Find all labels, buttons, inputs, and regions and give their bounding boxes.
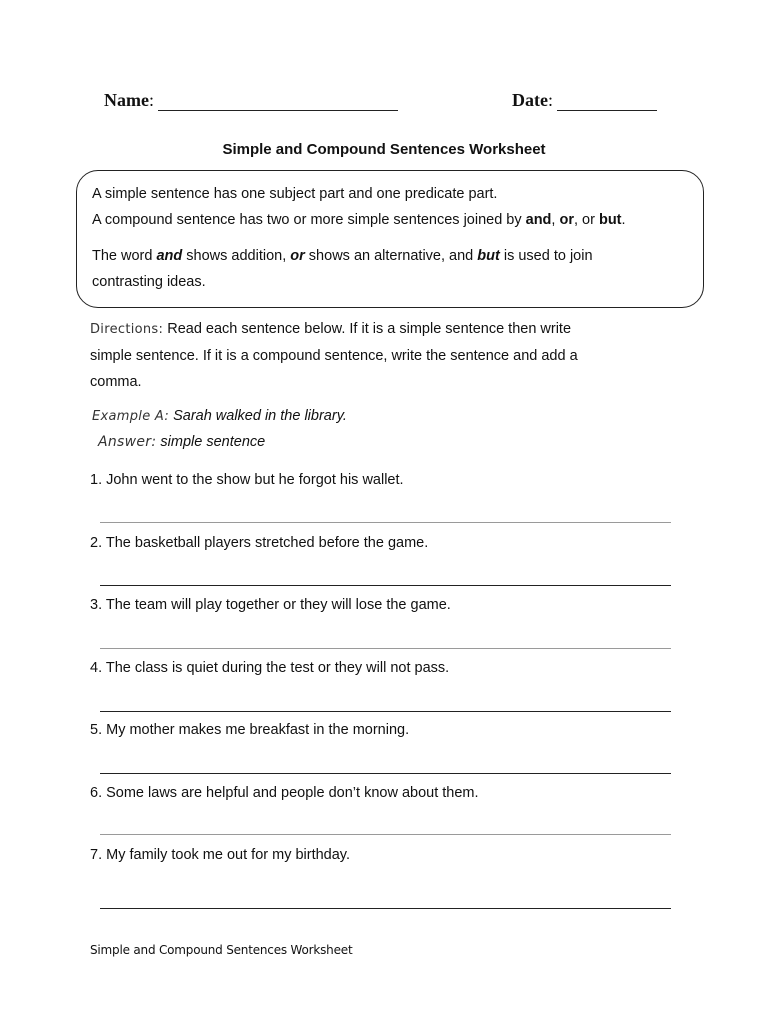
definition-box [76, 170, 704, 308]
definition-compound: A compound sentence has two or more simple sentences joined by and, or, or but. [92, 212, 626, 228]
directions [90, 316, 690, 395]
example-label: Example A: [92, 409, 170, 424]
answer-text: simple sentence [160, 434, 266, 450]
date-label: Date [512, 90, 548, 110]
answer-line-7[interactable] [100, 908, 671, 909]
page-title: Simple and Compound Sentences Worksheet [222, 141, 546, 158]
question-3: 3. The team will play together or they will lose the game. [90, 597, 451, 613]
question-5: 5. My mother makes me breakfast in the morning. [90, 722, 410, 738]
definition-conjunctions: The word and shows addition, or shows an alternative, and but is used to join [92, 248, 593, 264]
answer-line-1[interactable] [100, 522, 671, 523]
answer-line-6[interactable] [100, 834, 671, 835]
directions-text-2: simple sentence. If it is a compound sentence, write the sentence and add a [90, 348, 578, 364]
date-colon: : [547, 90, 553, 110]
example-sentence: Sarah walked in the library. [173, 408, 347, 424]
definition-simple: A simple sentence has one subject part and one predicate part. [92, 186, 498, 202]
date-field [512, 90, 657, 111]
answer-line-2[interactable] [100, 585, 671, 586]
answer-label: Answer: [98, 434, 157, 450]
directions-text-1: Read each sentence below. If it is a simple sentence then write [163, 321, 572, 337]
name-blank-line[interactable] [158, 92, 398, 111]
question-6: 6. Some laws are helpful and people don’t know about them. [90, 785, 479, 801]
answer-line-5[interactable] [100, 773, 671, 774]
answer-line-4[interactable] [100, 711, 671, 712]
date-blank-line[interactable] [557, 92, 657, 111]
question-1: 1. John went to the show but he forgot his wallet. [90, 472, 404, 488]
answer-row [98, 434, 265, 450]
name-field [104, 90, 398, 111]
footer-text: Simple and Compound Sentences Worksheet [90, 943, 353, 957]
name-colon: : [148, 90, 154, 110]
question-7: 7. My family took me out for my birthday. [90, 847, 351, 863]
directions-label: Directions: [90, 322, 164, 337]
example-row [92, 408, 347, 424]
directions-text-3: comma. [90, 374, 142, 390]
answer-line-3[interactable] [100, 648, 671, 649]
question-4: 4. The class is quiet during the test or they will not pass. [90, 660, 450, 676]
definition-conjunctions-cont: contrasting ideas. [92, 274, 206, 290]
question-2: 2. The basketball players stretched before the game. [90, 535, 429, 551]
name-label: Name [104, 90, 149, 110]
